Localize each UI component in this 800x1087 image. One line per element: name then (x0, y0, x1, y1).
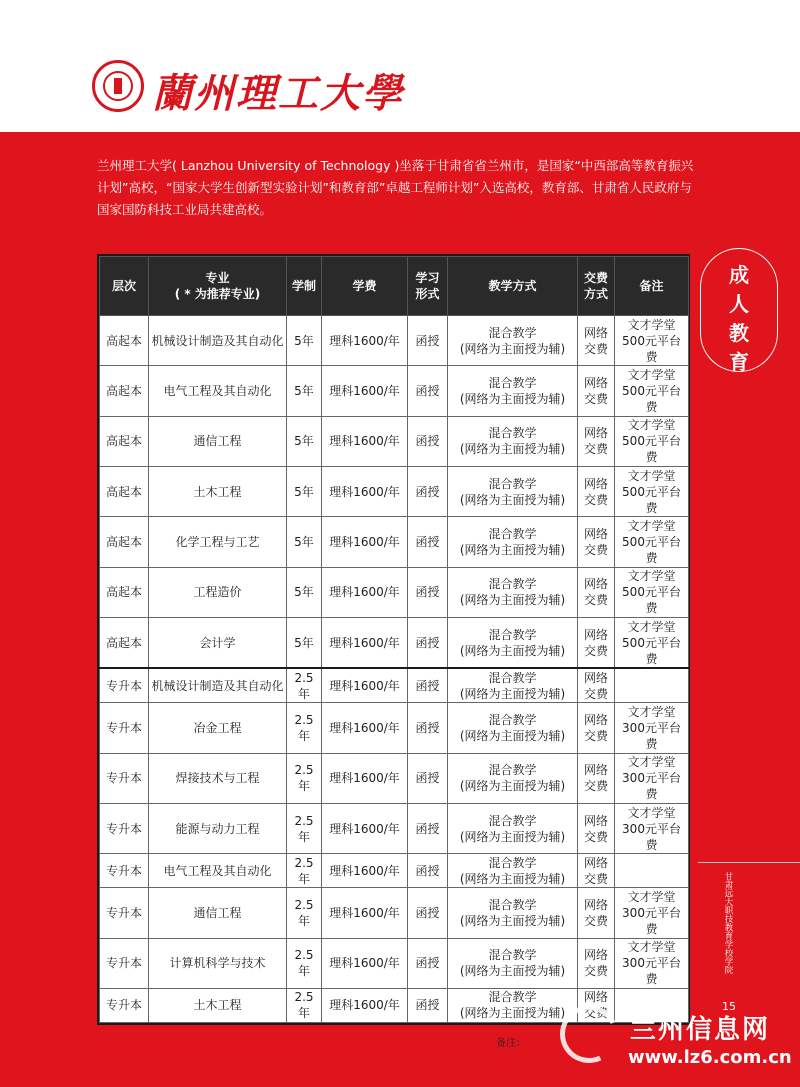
table-cell: 混合教学 (网络为主面授为辅) (448, 938, 578, 988)
table-cell: 2.5年 (287, 804, 322, 854)
table-cell: 函授 (408, 316, 448, 366)
table-cell: 网络 交费 (578, 618, 615, 669)
university-logo-text: 蘭州理工大學 (152, 70, 404, 117)
table-cell: 专升本 (100, 668, 149, 702)
table-cell: 专升本 (100, 988, 149, 1022)
watermark-swirl-icon (552, 997, 626, 1071)
table-row (100, 668, 689, 702)
table-cell: 2.5年 (287, 753, 322, 803)
table-cell: 混合教学 (网络为主面授为辅) (448, 618, 578, 669)
table-cell: 5年 (287, 517, 322, 567)
table-cell: 专升本 (100, 888, 149, 938)
side-tag-char: 育 (729, 350, 749, 374)
column-header: 教学方式 (448, 257, 578, 316)
table-row (100, 938, 689, 988)
table-cell: 能源与动力工程 (149, 804, 287, 854)
table-cell: 网络 交费 (578, 416, 615, 466)
table-cell: 通信工程 (149, 416, 287, 466)
table-cell: 混合教学 (网络为主面授为辅) (448, 517, 578, 567)
table-cell: 专升本 (100, 804, 149, 854)
table-cell: 化学工程与工艺 (149, 517, 287, 567)
side-tag-char: 成 (729, 263, 749, 287)
table-row (100, 467, 689, 517)
table-cell: 高起本 (100, 567, 149, 617)
table-cell: 函授 (408, 567, 448, 617)
table-cell: 工程造价 (149, 567, 287, 617)
table-cell: 专升本 (100, 938, 149, 988)
table-cell: 混合教学 (网络为主面授为辅) (448, 703, 578, 753)
table-cell: 理科1600/年 (322, 703, 408, 753)
table-header-row (100, 257, 689, 316)
table-cell: 理科1600/年 (322, 416, 408, 466)
table-row (100, 753, 689, 803)
table-cell: 高起本 (100, 618, 149, 669)
table-cell: 混合教学 (网络为主面授为辅) (448, 668, 578, 702)
table-cell: 文才学堂 300元平台费 (615, 703, 689, 753)
column-header: 学费 (322, 257, 408, 316)
table-cell: 混合教学 (网络为主面授为辅) (448, 567, 578, 617)
table-cell: 高起本 (100, 316, 149, 366)
table-cell: 函授 (408, 988, 448, 1022)
table-cell: 专升本 (100, 703, 149, 753)
table-row (100, 517, 689, 567)
table-cell: 函授 (408, 888, 448, 938)
table-cell: 高起本 (100, 467, 149, 517)
table-cell: 焊接技术与工程 (149, 753, 287, 803)
table-cell: 函授 (408, 938, 448, 988)
table-cell: 土木工程 (149, 467, 287, 517)
table-cell: 机械设计制造及其自动化 (149, 316, 287, 366)
table-cell: 理科1600/年 (322, 938, 408, 988)
table-cell: 网络 交费 (578, 668, 615, 702)
table-cell: 2.5年 (287, 854, 322, 888)
table-cell: 文才学堂 500元平台费 (615, 416, 689, 466)
table-cell: 理科1600/年 (322, 316, 408, 366)
table-cell: 网络 交费 (578, 888, 615, 938)
table-cell: 专升本 (100, 753, 149, 803)
table-cell: 函授 (408, 366, 448, 416)
table-cell: 文才学堂 500元平台费 (615, 618, 689, 669)
table-cell: 土木工程 (149, 988, 287, 1022)
table-row (100, 316, 689, 366)
table-row (100, 888, 689, 938)
table-cell: 网络 交费 (578, 804, 615, 854)
table-cell: 5年 (287, 316, 322, 366)
table-cell: 函授 (408, 416, 448, 466)
table-cell: 通信工程 (149, 888, 287, 938)
table-cell: 网络 交费 (578, 517, 615, 567)
table-cell: 5年 (287, 467, 322, 517)
table-cell: 文才学堂 300元平台费 (615, 753, 689, 803)
table-cell: 文才学堂 300元平台费 (615, 938, 689, 988)
table-cell: 混合教学 (网络为主面授为辅) (448, 854, 578, 888)
table-cell: 网络 交费 (578, 467, 615, 517)
table-cell: 电气工程及其自动化 (149, 854, 287, 888)
program-table (97, 254, 690, 1025)
table-row (100, 703, 689, 753)
watermark-brand: 兰州信息网 (630, 1015, 771, 1045)
table-cell: 混合教学 (网络为主面授为辅) (448, 804, 578, 854)
table-cell: 函授 (408, 467, 448, 517)
table-cell: 函授 (408, 618, 448, 669)
table-cell: 文才学堂 500元平台费 (615, 567, 689, 617)
table-cell: 理科1600/年 (322, 888, 408, 938)
university-seal-icon (92, 60, 144, 112)
table-cell: 文才学堂 500元平台费 (615, 316, 689, 366)
table-cell: 混合教学 (网络为主面授为辅) (448, 366, 578, 416)
table-cell: 混合教学 (网络为主面授为辅) (448, 988, 578, 1022)
header-banner (0, 0, 800, 132)
table-cell: 理科1600/年 (322, 467, 408, 517)
table-cell: 网络 交费 (578, 854, 615, 888)
table-cell: 机械设计制造及其自动化 (149, 668, 287, 702)
table-cell: 混合教学 (网络为主面授为辅) (448, 467, 578, 517)
column-header: 交费 方式 (578, 257, 615, 316)
column-header: 专业 ( * 为推荐专业) (149, 257, 287, 316)
table-row (100, 854, 689, 888)
intro-paragraph: 兰州理工大学( Lanzhou University of Technology )坐落于甘肃省省兰州市，是国家“中西部高等教育振兴计划”高校，“国家大学生创新型实验计划”和教育部”卓越工程师计划”入选高校，教育部、甘肃省人民政府与国家国防科技工业局共建高校。 (97, 158, 694, 217)
side-tag-char: 人 (729, 292, 749, 316)
column-header: 学制 (287, 257, 322, 316)
table-cell: 会计学 (149, 618, 287, 669)
table-cell (615, 854, 689, 888)
table-cell: 函授 (408, 517, 448, 567)
table-cell: 计算机科学与技术 (149, 938, 287, 988)
site-watermark (550, 1005, 800, 1085)
table-row (100, 366, 689, 416)
table-cell: 文才学堂 300元平台费 (615, 804, 689, 854)
table-cell: 函授 (408, 668, 448, 702)
table-cell: 文才学堂 300元平台费 (615, 888, 689, 938)
side-tag-char: 教 (729, 321, 749, 345)
table-cell (615, 668, 689, 702)
table-cell: 2.5年 (287, 988, 322, 1022)
table-cell: 高起本 (100, 416, 149, 466)
table-body (100, 316, 689, 1023)
table-cell: 函授 (408, 703, 448, 753)
table-cell: 理科1600/年 (322, 753, 408, 803)
side-vertical-text: 甘肃远大职技教育学校学院 (723, 872, 733, 974)
table-cell: 2.5年 (287, 888, 322, 938)
table-cell: 函授 (408, 753, 448, 803)
footnote: 备注： (496, 1038, 526, 1049)
table-cell: 5年 (287, 618, 322, 669)
side-divider (698, 862, 800, 863)
table-cell: 混合教学 (网络为主面授为辅) (448, 416, 578, 466)
table-cell: 网络 交费 (578, 988, 615, 1022)
table-row (100, 567, 689, 617)
table-cell: 网络 交费 (578, 753, 615, 803)
table-cell: 网络 交费 (578, 703, 615, 753)
table-cell: 5年 (287, 366, 322, 416)
table-cell: 文才学堂 500元平台费 (615, 366, 689, 416)
table-row (100, 804, 689, 854)
column-header: 备注 (615, 257, 689, 316)
table-cell: 混合教学 (网络为主面授为辅) (448, 753, 578, 803)
table-cell: 理科1600/年 (322, 618, 408, 669)
table-cell: 5年 (287, 416, 322, 466)
table-cell: 高起本 (100, 366, 149, 416)
table-cell: 2.5年 (287, 668, 322, 702)
table-cell: 高起本 (100, 517, 149, 567)
table-cell: 理科1600/年 (322, 366, 408, 416)
table-cell: 2.5年 (287, 703, 322, 753)
watermark-url: www.lz6.com.cn (628, 1047, 792, 1068)
column-header: 学习 形式 (408, 257, 448, 316)
table-cell: 文才学堂 500元平台费 (615, 517, 689, 567)
page-number: 15 (722, 1000, 736, 1013)
table-cell: 混合教学 (网络为主面授为辅) (448, 316, 578, 366)
table-cell: 理科1600/年 (322, 804, 408, 854)
table-cell: 冶金工程 (149, 703, 287, 753)
table-cell: 网络 交费 (578, 366, 615, 416)
table-cell: 网络 交费 (578, 938, 615, 988)
table-cell: 理科1600/年 (322, 517, 408, 567)
table-row (100, 416, 689, 466)
table-cell: 文才学堂 500元平台费 (615, 467, 689, 517)
table-cell: 理科1600/年 (322, 988, 408, 1022)
table-cell: 理科1600/年 (322, 567, 408, 617)
table-cell: 专升本 (100, 854, 149, 888)
table-cell: 网络 交费 (578, 316, 615, 366)
table-cell: 理科1600/年 (322, 668, 408, 702)
table-cell: 函授 (408, 804, 448, 854)
column-header: 层次 (100, 257, 149, 316)
table-row (100, 618, 689, 669)
table-cell: 理科1600/年 (322, 854, 408, 888)
side-category-tag (700, 248, 778, 372)
table-cell: 2.5年 (287, 938, 322, 988)
table-cell: 函授 (408, 854, 448, 888)
table-cell: 电气工程及其自动化 (149, 366, 287, 416)
table-cell: 5年 (287, 567, 322, 617)
table-cell: 网络 交费 (578, 567, 615, 617)
table-cell: 混合教学 (网络为主面授为辅) (448, 888, 578, 938)
